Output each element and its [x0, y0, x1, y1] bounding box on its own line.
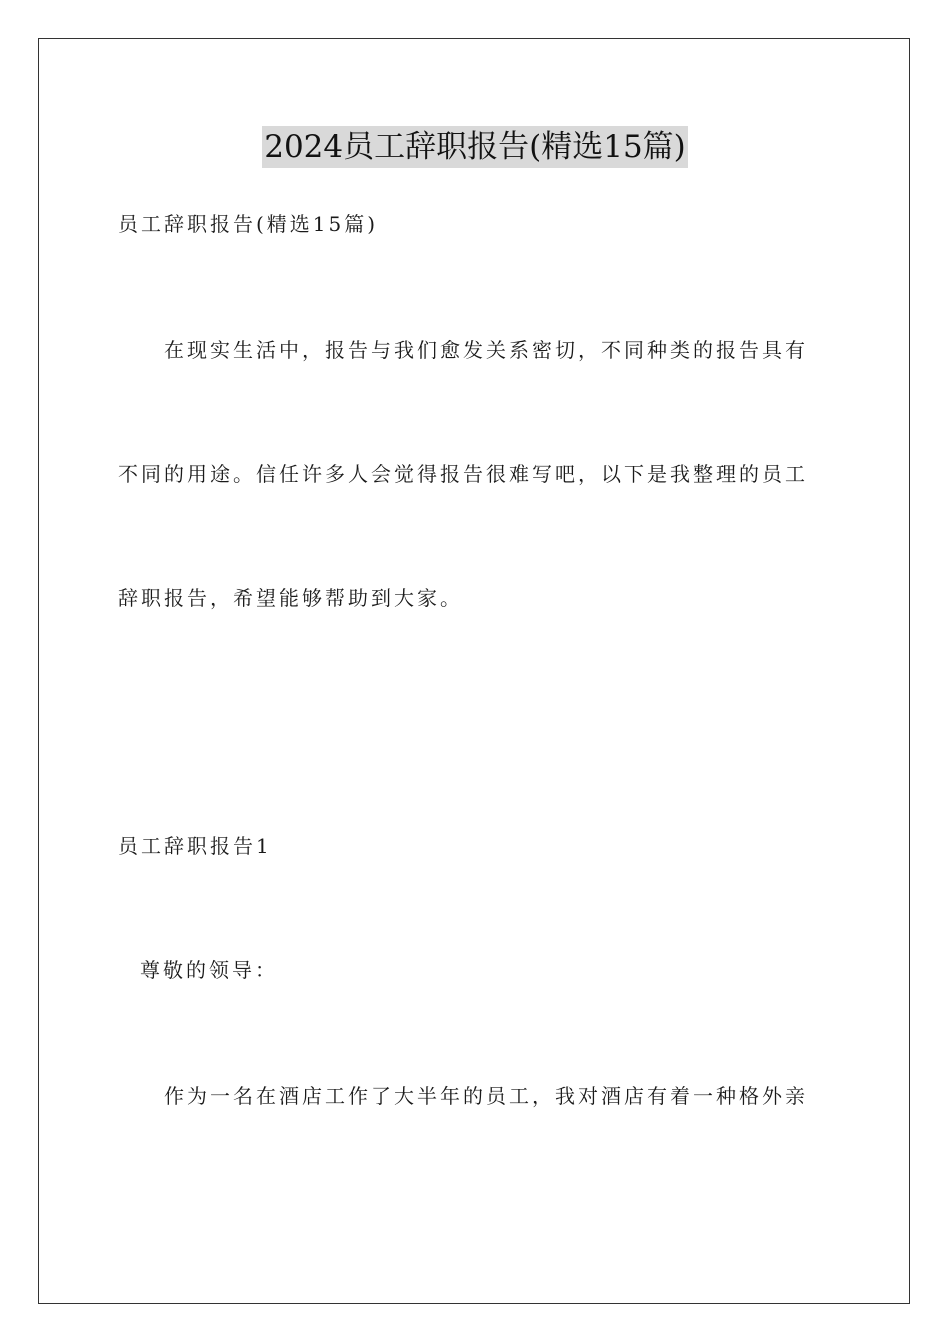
salutation: 尊敬的领导： — [140, 958, 278, 982]
intro-line-1: 在现实生活中，报告与我们愈发关系密切，不同种类的报告具有 — [164, 338, 808, 362]
body-line-1: 作为一名在酒店工作了大半年的员工，我对酒店有着一种格外亲 — [164, 1084, 808, 1108]
intro-line-3: 辞职报告，希望能够帮助到大家。 — [118, 586, 463, 610]
title-container — [0, 126, 950, 168]
section-heading: 员工辞职报告1 — [118, 834, 272, 858]
intro-line-2: 不同的用途。信任许多人会觉得报告很难写吧，以下是我整理的员工 — [118, 462, 808, 486]
document-subtitle: 员工辞职报告(精选15篇) — [118, 212, 379, 236]
document-title: 2024员工辞职报告(精选15篇) — [262, 126, 688, 168]
